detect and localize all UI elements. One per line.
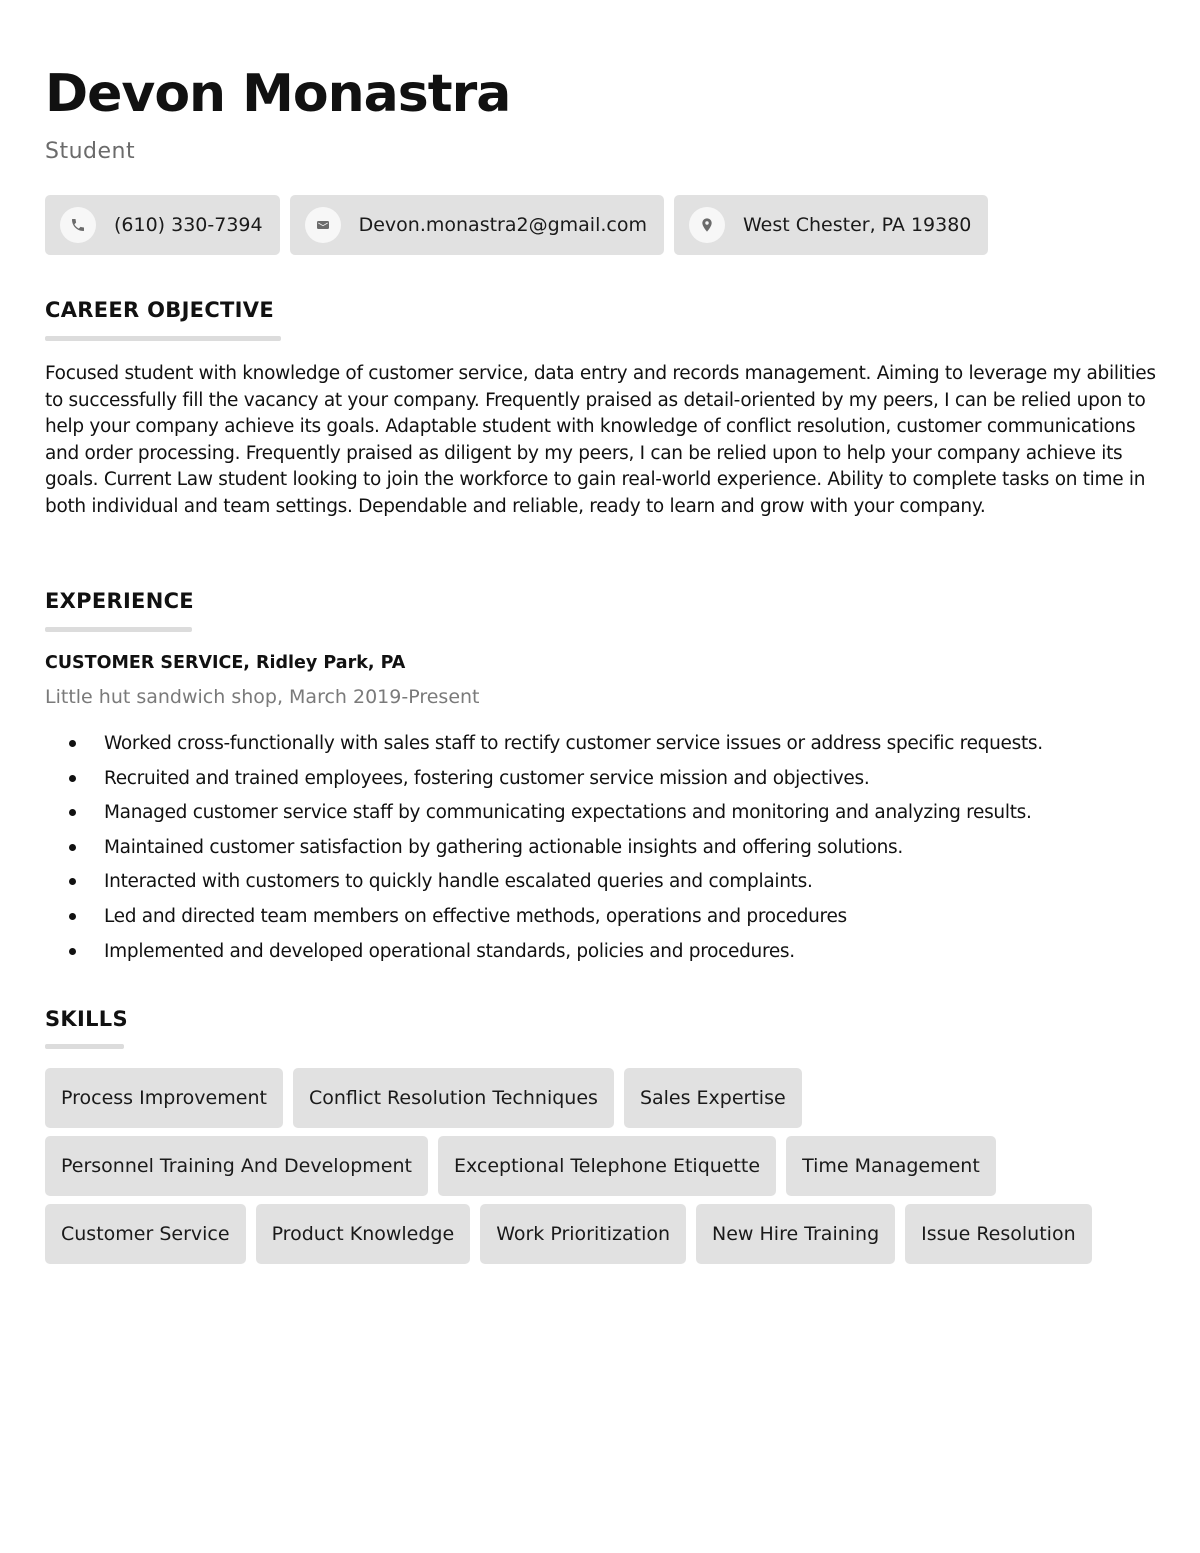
email-chip[interactable] bbox=[290, 195, 664, 255]
bullet-text: Recruited and trained employees, fostering customer service mission and objectives. bbox=[104, 767, 870, 789]
phone-chip[interactable] bbox=[45, 195, 280, 255]
skills-heading: SKILLS bbox=[45, 1007, 128, 1031]
location-pin-icon bbox=[689, 207, 725, 243]
list-item bbox=[45, 866, 1043, 901]
bullet-dot bbox=[69, 913, 76, 920]
candidate-title: Student bbox=[45, 139, 136, 164]
skill-tag: Sales Expertise bbox=[624, 1068, 802, 1128]
bullet-dot bbox=[69, 878, 76, 885]
list-item bbox=[45, 763, 1043, 798]
list-item bbox=[45, 832, 1043, 867]
bullet-dot bbox=[69, 948, 76, 955]
bullet-text: Interacted with customers to quickly handle escalated queries and complaints. bbox=[104, 871, 813, 893]
phone-number: (610) 330-7394 bbox=[114, 214, 263, 236]
bullet-dot bbox=[69, 740, 76, 747]
skills-rule bbox=[45, 1044, 124, 1049]
list-item bbox=[45, 728, 1043, 763]
job-title: CUSTOMER SERVICE, Ridley Park, PA bbox=[45, 653, 406, 673]
skill-tag: Conflict Resolution Techniques bbox=[293, 1068, 614, 1128]
job-employer-dates: Little hut sandwich shop, March 2019-Present bbox=[45, 686, 480, 708]
bullet-text: Maintained customer satisfaction by gathering actionable insights and offering solutions. bbox=[104, 836, 903, 858]
location-chip[interactable] bbox=[674, 195, 988, 255]
bullet-dot bbox=[69, 844, 76, 851]
skill-tag: Personnel Training And Development bbox=[45, 1136, 428, 1196]
skill-tag: Work Prioritization bbox=[480, 1204, 686, 1264]
list-item bbox=[45, 797, 1043, 832]
bullet-text: Implemented and developed operational standards, policies and procedures. bbox=[104, 940, 795, 962]
skill-row bbox=[45, 1136, 1160, 1196]
candidate-name: Devon Monastra bbox=[45, 64, 511, 124]
skill-tag: Customer Service bbox=[45, 1204, 246, 1264]
skill-tag: Time Management bbox=[786, 1136, 996, 1196]
list-item bbox=[45, 936, 1043, 971]
experience-rule bbox=[45, 627, 192, 632]
bullet-dot bbox=[69, 775, 76, 782]
location-text: West Chester, PA 19380 bbox=[742, 214, 972, 236]
email-address: Devon.monastra2@gmail.com bbox=[358, 214, 647, 236]
email-icon bbox=[305, 207, 341, 243]
skills-list bbox=[45, 1068, 1160, 1272]
list-item bbox=[45, 901, 1043, 936]
skill-tag: Product Knowledge bbox=[256, 1204, 471, 1264]
bullet-dot bbox=[69, 809, 76, 816]
skill-row bbox=[45, 1068, 1160, 1128]
skill-tag: Process Improvement bbox=[45, 1068, 283, 1128]
skill-row bbox=[45, 1204, 1160, 1264]
skill-tag: Issue Resolution bbox=[905, 1204, 1091, 1264]
contact-bar bbox=[45, 195, 988, 255]
bullet-text: Managed customer service staff by communicating expectations and monitoring and analyzing results. bbox=[104, 802, 1032, 824]
bullet-text: Worked cross-functionally with sales staff to rectify customer service issues or address specific requests. bbox=[104, 733, 1043, 754]
skill-tag: New Hire Training bbox=[696, 1204, 895, 1264]
career-objective-text: Focused student with knowledge of customer service, data entry and records management. Aiming to leverage my abilities to successfully fill the vacancy at your company. Frequently praised as detail-oriented by my peers, I can be relied upon to help your company achieve its goals. Adaptable student with knowledge of conflict resolution, customer communications and order processing. Frequently praised as diligent by my peers, I can be relied upon to help your company achieve its goals. Current Law student looking to join the workforce to gain real-world experience. Ability to complete tasks on time in both individual and team settings. Dependable and reliable, ready to learn and grow with your company. bbox=[45, 363, 1156, 517]
bullet-text: Led and directed team members on effective methods, operations and procedures bbox=[104, 905, 847, 927]
experience-bullets bbox=[45, 728, 1043, 970]
career-objective-rule bbox=[45, 336, 281, 341]
skill-tag: Exceptional Telephone Etiquette bbox=[438, 1136, 776, 1196]
phone-icon bbox=[60, 207, 96, 243]
career-objective-heading: CAREER OBJECTIVE bbox=[45, 298, 274, 322]
experience-heading: EXPERIENCE bbox=[45, 589, 194, 613]
